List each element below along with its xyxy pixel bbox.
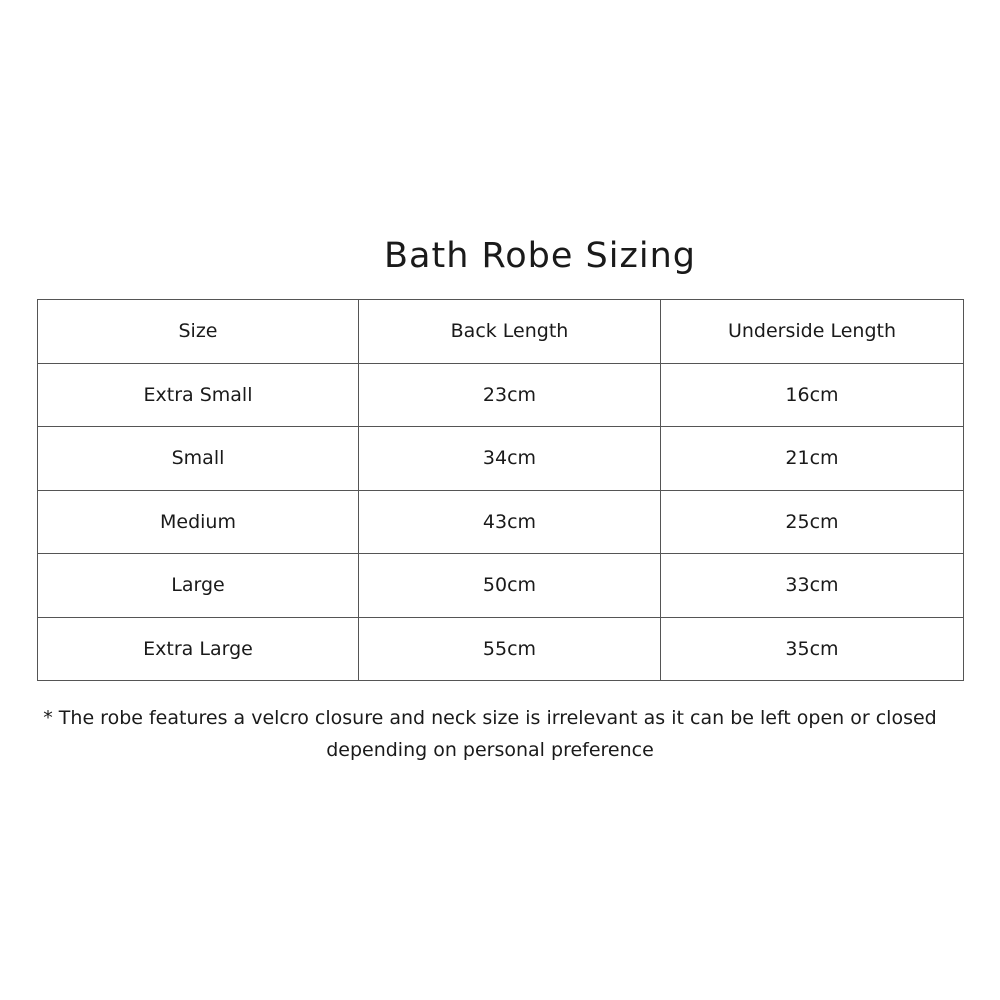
sizing-table <box>37 299 964 681</box>
cell-back-length: 23cm <box>359 363 661 427</box>
cell-back-length: 34cm <box>359 427 661 491</box>
cell-back-length: 55cm <box>359 617 661 681</box>
table-row <box>38 490 964 554</box>
cell-underside-length: 25cm <box>661 490 964 554</box>
table-header-row <box>38 300 964 364</box>
cell-size: Extra Small <box>38 363 359 427</box>
cell-size: Large <box>38 554 359 618</box>
page-title: Bath Robe Sizing <box>384 236 696 276</box>
cell-underside-length: 16cm <box>661 363 964 427</box>
header-back-length: Back Length <box>359 300 661 364</box>
cell-size: Extra Large <box>38 617 359 681</box>
header-underside-length: Underside Length <box>661 300 964 364</box>
cell-back-length: 43cm <box>359 490 661 554</box>
cell-size: Small <box>38 427 359 491</box>
table-row <box>38 554 964 618</box>
cell-underside-length: 33cm <box>661 554 964 618</box>
table-row <box>38 363 964 427</box>
cell-back-length: 50cm <box>359 554 661 618</box>
footnote: * The robe features a velcro closure and neck size is irrelevant as it can be left open or closed depending on personal preference <box>43 707 937 761</box>
table-row <box>38 427 964 491</box>
cell-underside-length: 21cm <box>661 427 964 491</box>
cell-underside-length: 35cm <box>661 617 964 681</box>
cell-size: Medium <box>38 490 359 554</box>
header-size: Size <box>38 300 359 364</box>
table-row <box>38 617 964 681</box>
